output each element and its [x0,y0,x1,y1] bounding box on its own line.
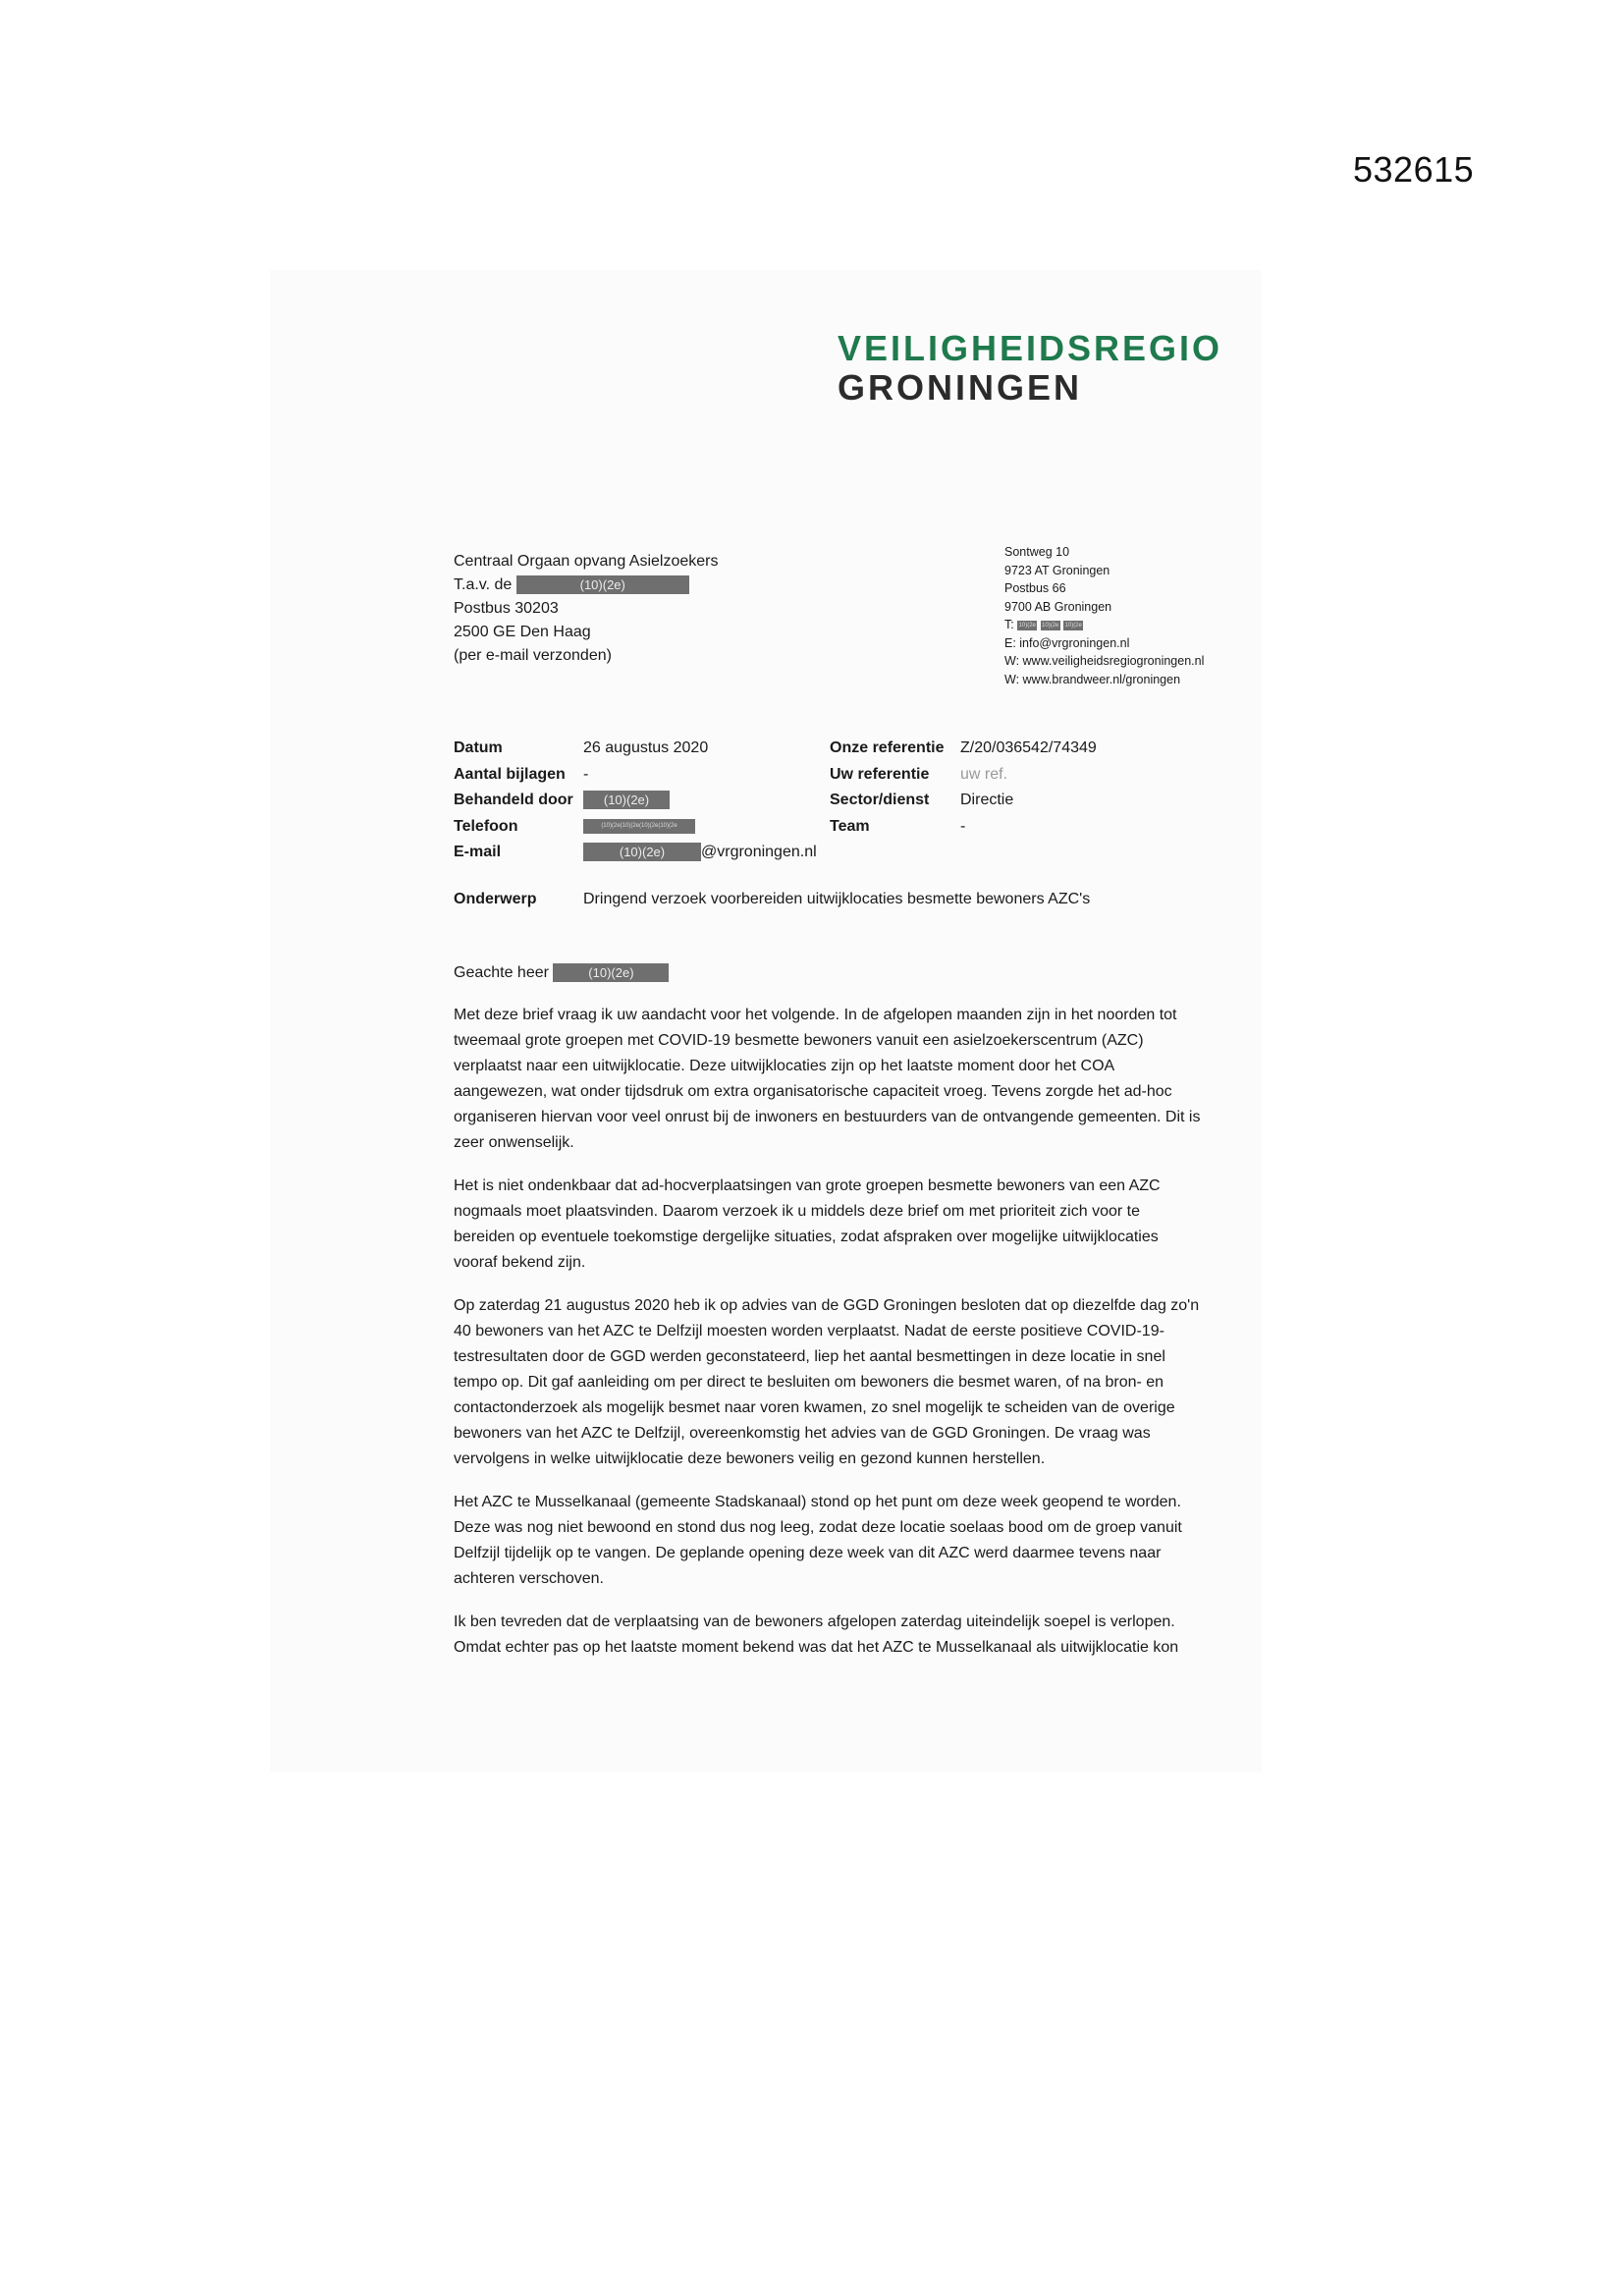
body-paragraph: Op zaterdag 21 augustus 2020 heb ik op advies van de GGD Groningen besloten dat op diezelfde dag zo'n 40 bewoners van het AZC te Delfzijl moesten worden verplaatst. Nadat de eerste positieve COVID-19- testresultaten door de GGD werden geconstateerd, liep het aantal besmettingen in deze locatie in snel tempo op. Dit gaf aanleiding om per direct te besluiten om bewoners die besmet waren, of na bron- en contactonderzoek als mogelijk besmet naar voren kwamen, zo snel mogelijk te scheiden van de overige bewoners van het AZC te Delfzijl, overeenkomstig het advies van de GGD Groningen. De vraag was vervolgens in welke uitwijklocatie deze bewoners veilig en gezond kunnen herstellen. [454,1297,1200,1467]
document-number: 532615 [1353,149,1475,190]
addressee-org: Centraal Orgaan opvang Asielzoekers [454,553,719,570]
addressee-block [454,550,719,668]
phone-prefix: T: [1004,618,1014,631]
email-value [583,840,817,866]
salutation-prefix: Geachte heer [454,964,549,981]
behandeld-label: Behandeld door [454,792,573,808]
telefoon-label: Telefoon [454,817,518,835]
redaction-box: (10)(2e) [553,963,669,982]
body-paragraph: Het AZC te Musselkanaal (gemeente Stadskanaal) stond op het punt om deze week geopend te worden. Deze was nog niet bewoond en stond dus nog leeg, zodat deze locatie soelaas bood om de groep vanuit Delfzijl tijdelijk op te vangen. De geplande opening deze week van dit AZC werd daarmee tevens naar achteren verschoven. [454,1494,1182,1587]
email-suffix: @vrgroningen.nl [701,844,817,860]
onze-referentie-value: Z/20/036542/74349 [960,739,1097,756]
behandeld-value [583,788,817,814]
meta-labels-right [830,736,944,840]
telefoon-value [583,814,817,841]
redaction-box: (10)(2e(10)(2e(10)(2e(10)(2e [583,819,695,834]
sender-street: Sontweg 10 [1004,545,1070,559]
salutation [454,960,669,986]
sender-email: E: info@vrgroningen.nl [1004,635,1130,650]
sender-postbus: Postbus 66 [1004,581,1066,595]
body-paragraph: Met deze brief vraag ik uw aandacht voor het volgende. In de afgelopen maanden zijn in het noorden tot tweemaal grote groepen met COVID-19 besmette bewoners vanuit een asielzoekerscentrum (AZC) verplaatst naar een uitwijklocatie. Deze uitwijklocaties zijn op het laatste moment door het COA aangewezen, wat onder tijdsdruk om extra organisatorische capaciteit vroeg. Tevens zorgde het ad-hoc organiseren hiervan voor veel onrust bij de inwoners en bestuurders van de ontvangende gemeenten. Dit is zeer onwenselijk. [454,1007,1201,1151]
team-label: Team [830,817,870,835]
uw-referentie-value: uw ref. [960,765,1008,783]
meta-labels-left [454,736,573,866]
datum-value: 26 augustus 2020 [583,739,709,756]
meta-values-left [583,736,817,866]
datum-label: Datum [454,739,503,756]
tav-prefix: T.a.v. de [454,576,513,593]
sender-web-1: W: www.veiligheidsregiogroningen.nl [1004,654,1205,668]
sender-web-2: W: www.brandweer.nl/groningen [1004,672,1181,686]
body-paragraph: Ik ben tevreden dat de verplaatsing van de bewoners afgelopen zaterdag uiteindelijk soepel is verlopen. Omdat echter pas op het laatste moment bekend was dat het AZC te Musselkanaal als uitwijklocatie kon [454,1613,1179,1656]
subject-label: Onderwerp [454,891,537,907]
addressee-city: 2500 GE Den Haag [454,624,591,640]
body-paragraph: Het is niet ondenkbaar dat ad-hocverplaatsingen van grote groepen besmette bewoners van een AZC nogmaals moet plaatsvinden. Daarom verzoek ik u middels deze brief om met prioriteit zich voor te bereiden op eventuele toekomstige dergelijke situaties, zodat afspraken over mogelijke uitwijklocaties vooraf bekend zijn. [454,1177,1161,1271]
uw-referentie-label: Uw referentie [830,765,930,783]
meta-values-right [960,736,1097,840]
redaction-box: (10)(2e) [583,791,670,809]
subject-value: Dringend verzoek voorbereiden uitwijklocaties besmette bewoners AZC's [583,891,1091,907]
addressee-tav [454,574,719,597]
addressee-postbus: Postbus 30203 [454,600,559,617]
letter-body [454,1003,1259,1678]
sector-label: Sector/dienst [830,792,930,808]
email-label: E-mail [454,844,502,860]
sender-postbus-city: 9700 AB Groningen [1004,599,1112,614]
bijlagen-value: - [583,765,589,783]
addressee-note: (per e-mail verzonden) [454,647,612,664]
redaction-box: (10)(2e) [583,843,701,861]
sector-value: Directie [960,792,1014,808]
team-value: - [960,817,966,835]
redaction-box: 10)(2e [1064,622,1082,629]
redaction-box: (10)(2e) [516,575,689,594]
subject-line [454,891,1090,908]
sender-block [1004,543,1204,688]
bijlagen-label: Aantal bijlagen [454,765,566,783]
redaction-box: 10)(2e [1042,622,1059,629]
sender-phone [1004,616,1204,634]
logo-line-1: VEILIGHEIDSREGIO [838,328,1223,368]
logo-line-2: GRONINGEN [838,367,1083,408]
veiligheidsregio-logo [838,329,1222,408]
onze-referentie-label: Onze referentie [830,739,945,756]
sender-zip-city: 9723 AT Groningen [1004,563,1110,577]
redaction-box: 10)(2e [1018,622,1036,629]
